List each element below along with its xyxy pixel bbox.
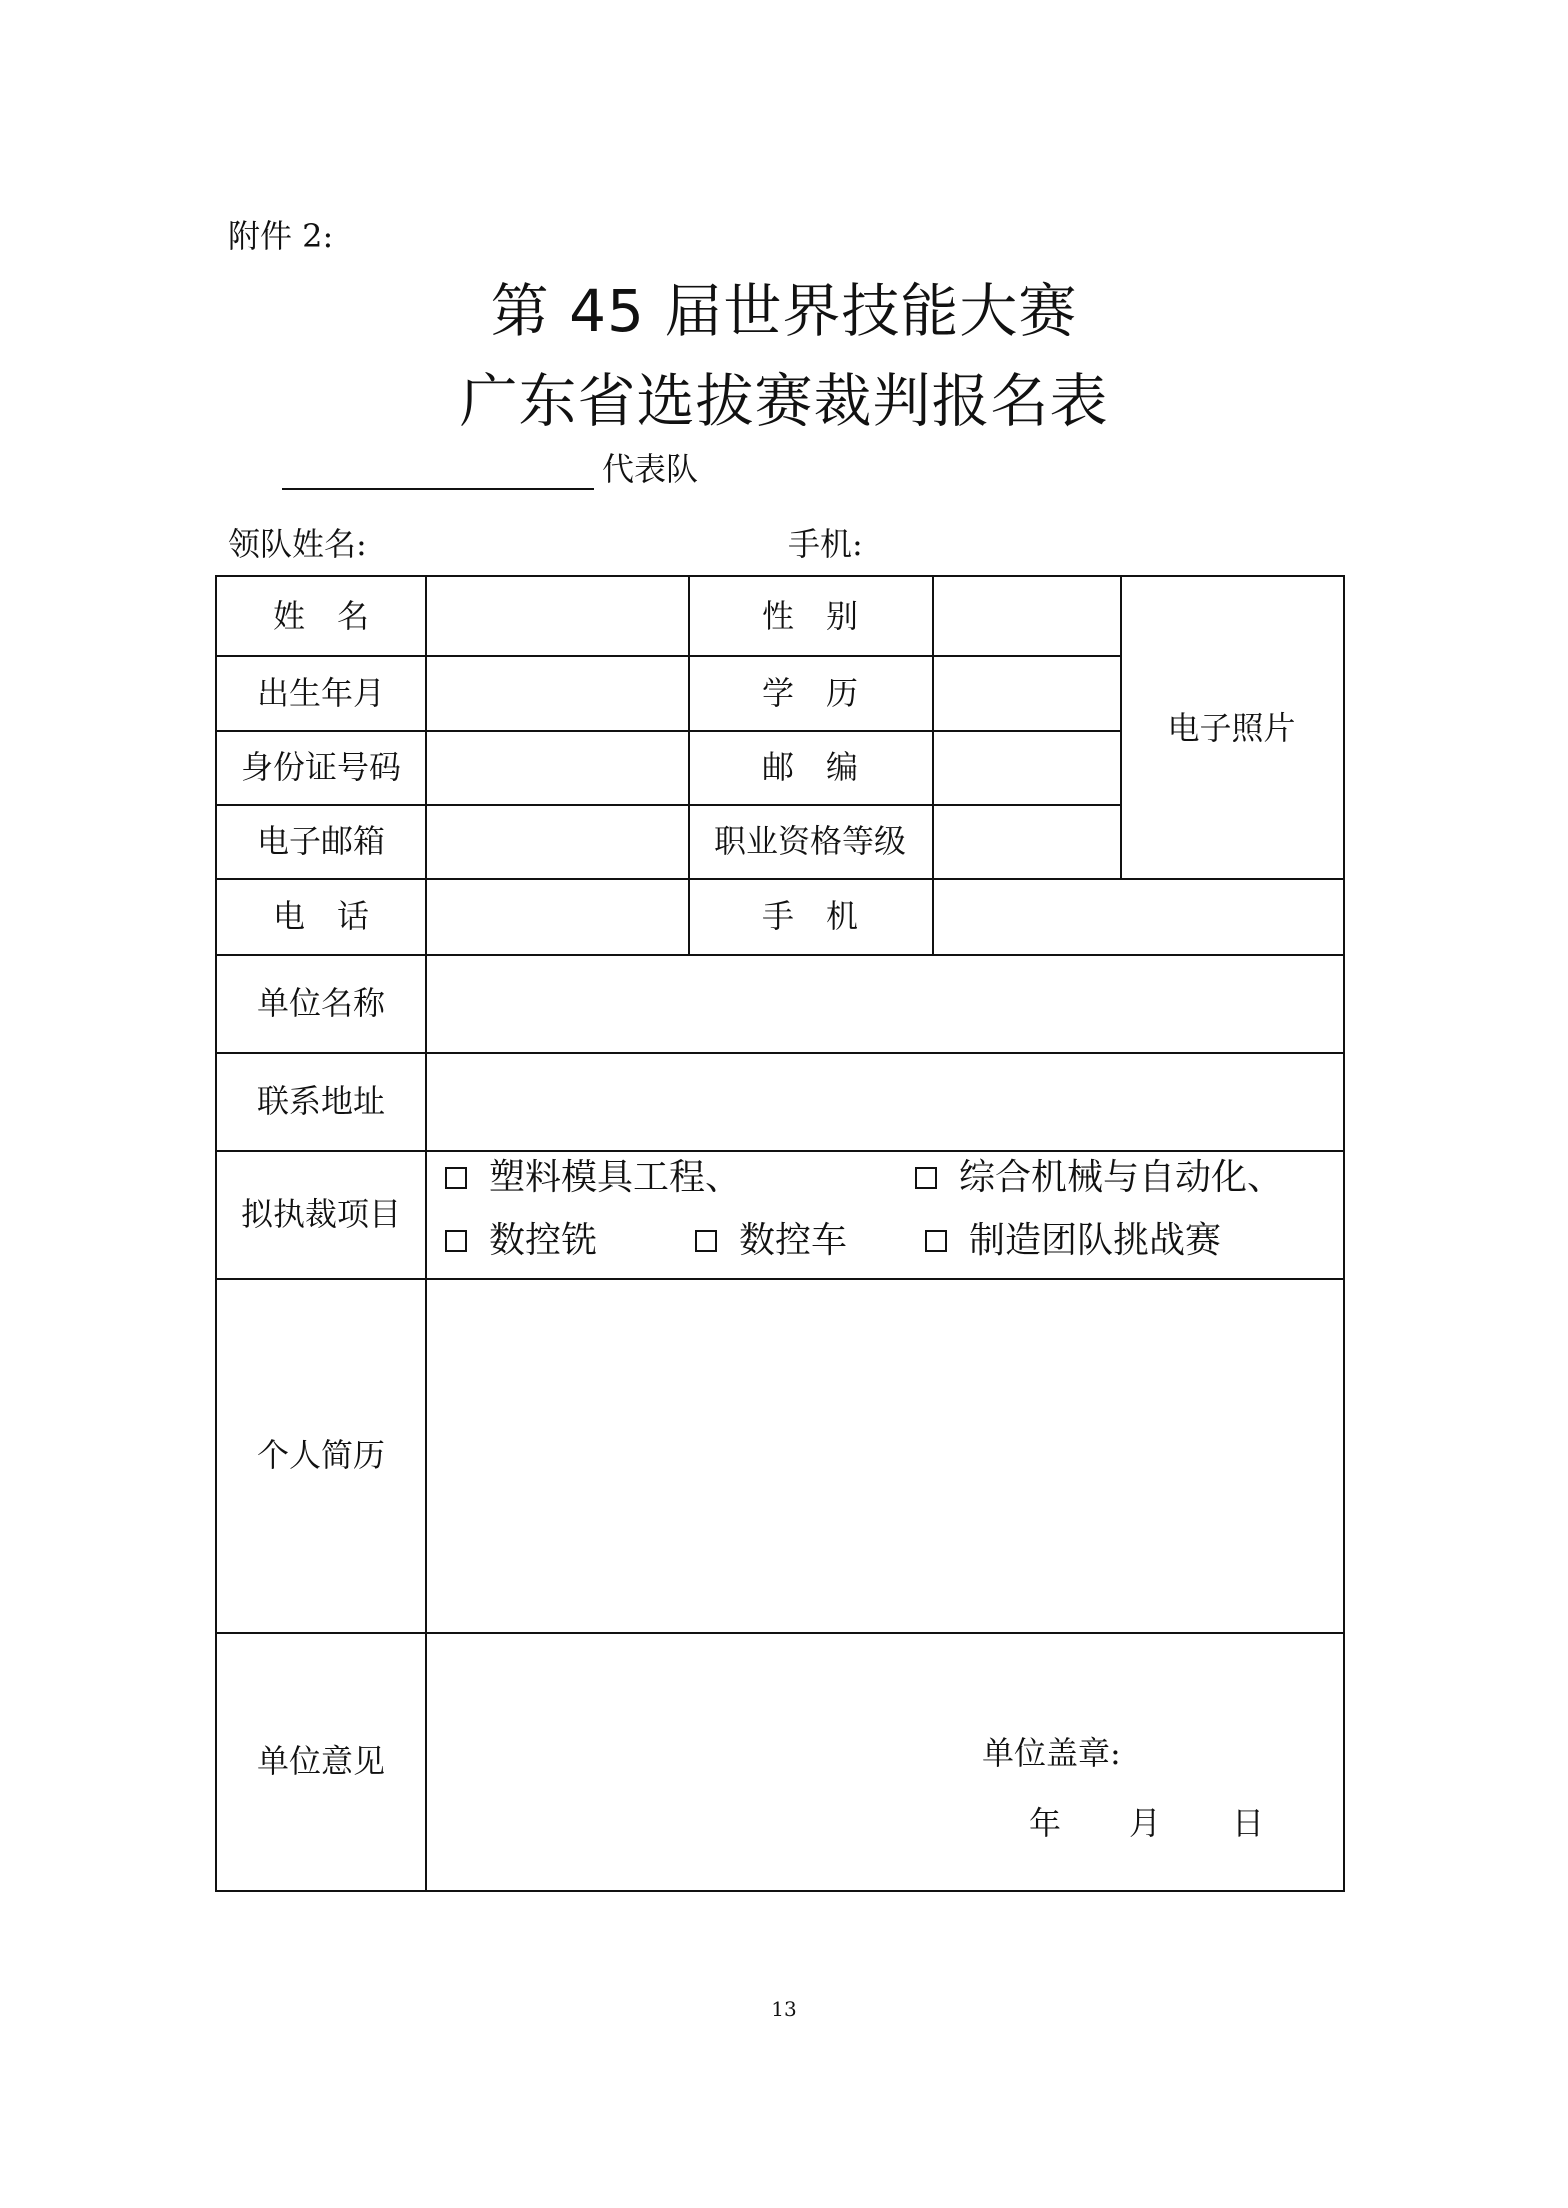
phone-label: 电 话 [272, 897, 369, 935]
checkbox-icon[interactable] [915, 1167, 937, 1189]
email-field[interactable] [427, 806, 686, 876]
project-option-label: 塑料模具工程、 [489, 1157, 742, 1198]
photo-label: 电子照片 [1167, 708, 1296, 747]
gender-field[interactable] [934, 579, 1118, 653]
project-option[interactable] [915, 1157, 1283, 1199]
resume-field[interactable] [427, 1280, 1341, 1630]
project-option[interactable] [695, 1220, 847, 1262]
checkbox-icon[interactable] [695, 1230, 717, 1252]
birth-field[interactable] [427, 657, 686, 728]
unit-opinion-label: 单位意见 [256, 1742, 385, 1780]
annex-label: 附件 2: [228, 217, 334, 255]
address-field[interactable] [427, 1054, 1341, 1148]
postcode-field[interactable] [934, 732, 1118, 802]
projects-label: 拟执裁项目 [240, 1195, 401, 1233]
form-subtitle: 广东省选拔赛裁判报名表 [459, 367, 1109, 435]
qualification-field[interactable] [934, 806, 1118, 876]
checkbox-icon[interactable] [445, 1167, 467, 1189]
stamp-label: 单位盖章: [982, 1734, 1121, 1772]
mobile-label: 手 机 [761, 897, 858, 935]
date-day: 日 [1232, 1804, 1265, 1842]
birth-label: 出生年月 [256, 673, 385, 712]
project-option[interactable] [925, 1220, 1221, 1262]
leader-name-label: 领队姓名: [228, 525, 367, 563]
id-number-field[interactable] [427, 732, 686, 802]
project-option-label: 数控铣 [489, 1220, 598, 1261]
project-option[interactable] [445, 1157, 741, 1199]
email-label: 电子邮箱 [256, 822, 385, 860]
team-label: 代表队 [602, 450, 699, 488]
name-label: 姓 名 [272, 597, 369, 635]
photo-field[interactable] [1122, 579, 1341, 876]
education-label: 学 历 [761, 673, 858, 712]
resume-label: 个人简历 [256, 1436, 385, 1474]
mobile-field[interactable] [934, 880, 1341, 952]
page-number: 13 [771, 1997, 797, 2021]
registration-form [215, 575, 1345, 1892]
project-option-label: 数控车 [739, 1220, 848, 1261]
checkbox-icon[interactable] [925, 1230, 947, 1252]
date-year: 年 [1029, 1804, 1062, 1842]
unit-name-label: 单位名称 [256, 984, 385, 1022]
project-option[interactable] [445, 1220, 597, 1262]
name-field[interactable] [427, 579, 686, 653]
id-number-label: 身份证号码 [240, 748, 401, 786]
address-label: 联系地址 [256, 1082, 385, 1120]
postcode-label: 邮 编 [761, 748, 858, 786]
project-option-label: 制造团队挑战赛 [969, 1220, 1222, 1261]
education-field[interactable] [934, 657, 1118, 728]
phone-field[interactable] [427, 880, 686, 952]
qualification-label: 职业资格等级 [713, 822, 906, 860]
unit-name-field[interactable] [427, 956, 1341, 1050]
project-option-label: 综合机械与自动化、 [959, 1157, 1284, 1198]
team-name-blank[interactable] [282, 487, 594, 490]
leader-mobile-label: 手机: [788, 525, 863, 563]
date-month: 月 [1129, 1804, 1162, 1842]
checkbox-icon[interactable] [445, 1230, 467, 1252]
gender-label: 性 别 [761, 597, 858, 635]
form-title: 第 45 届世界技能大赛 [490, 277, 1078, 345]
